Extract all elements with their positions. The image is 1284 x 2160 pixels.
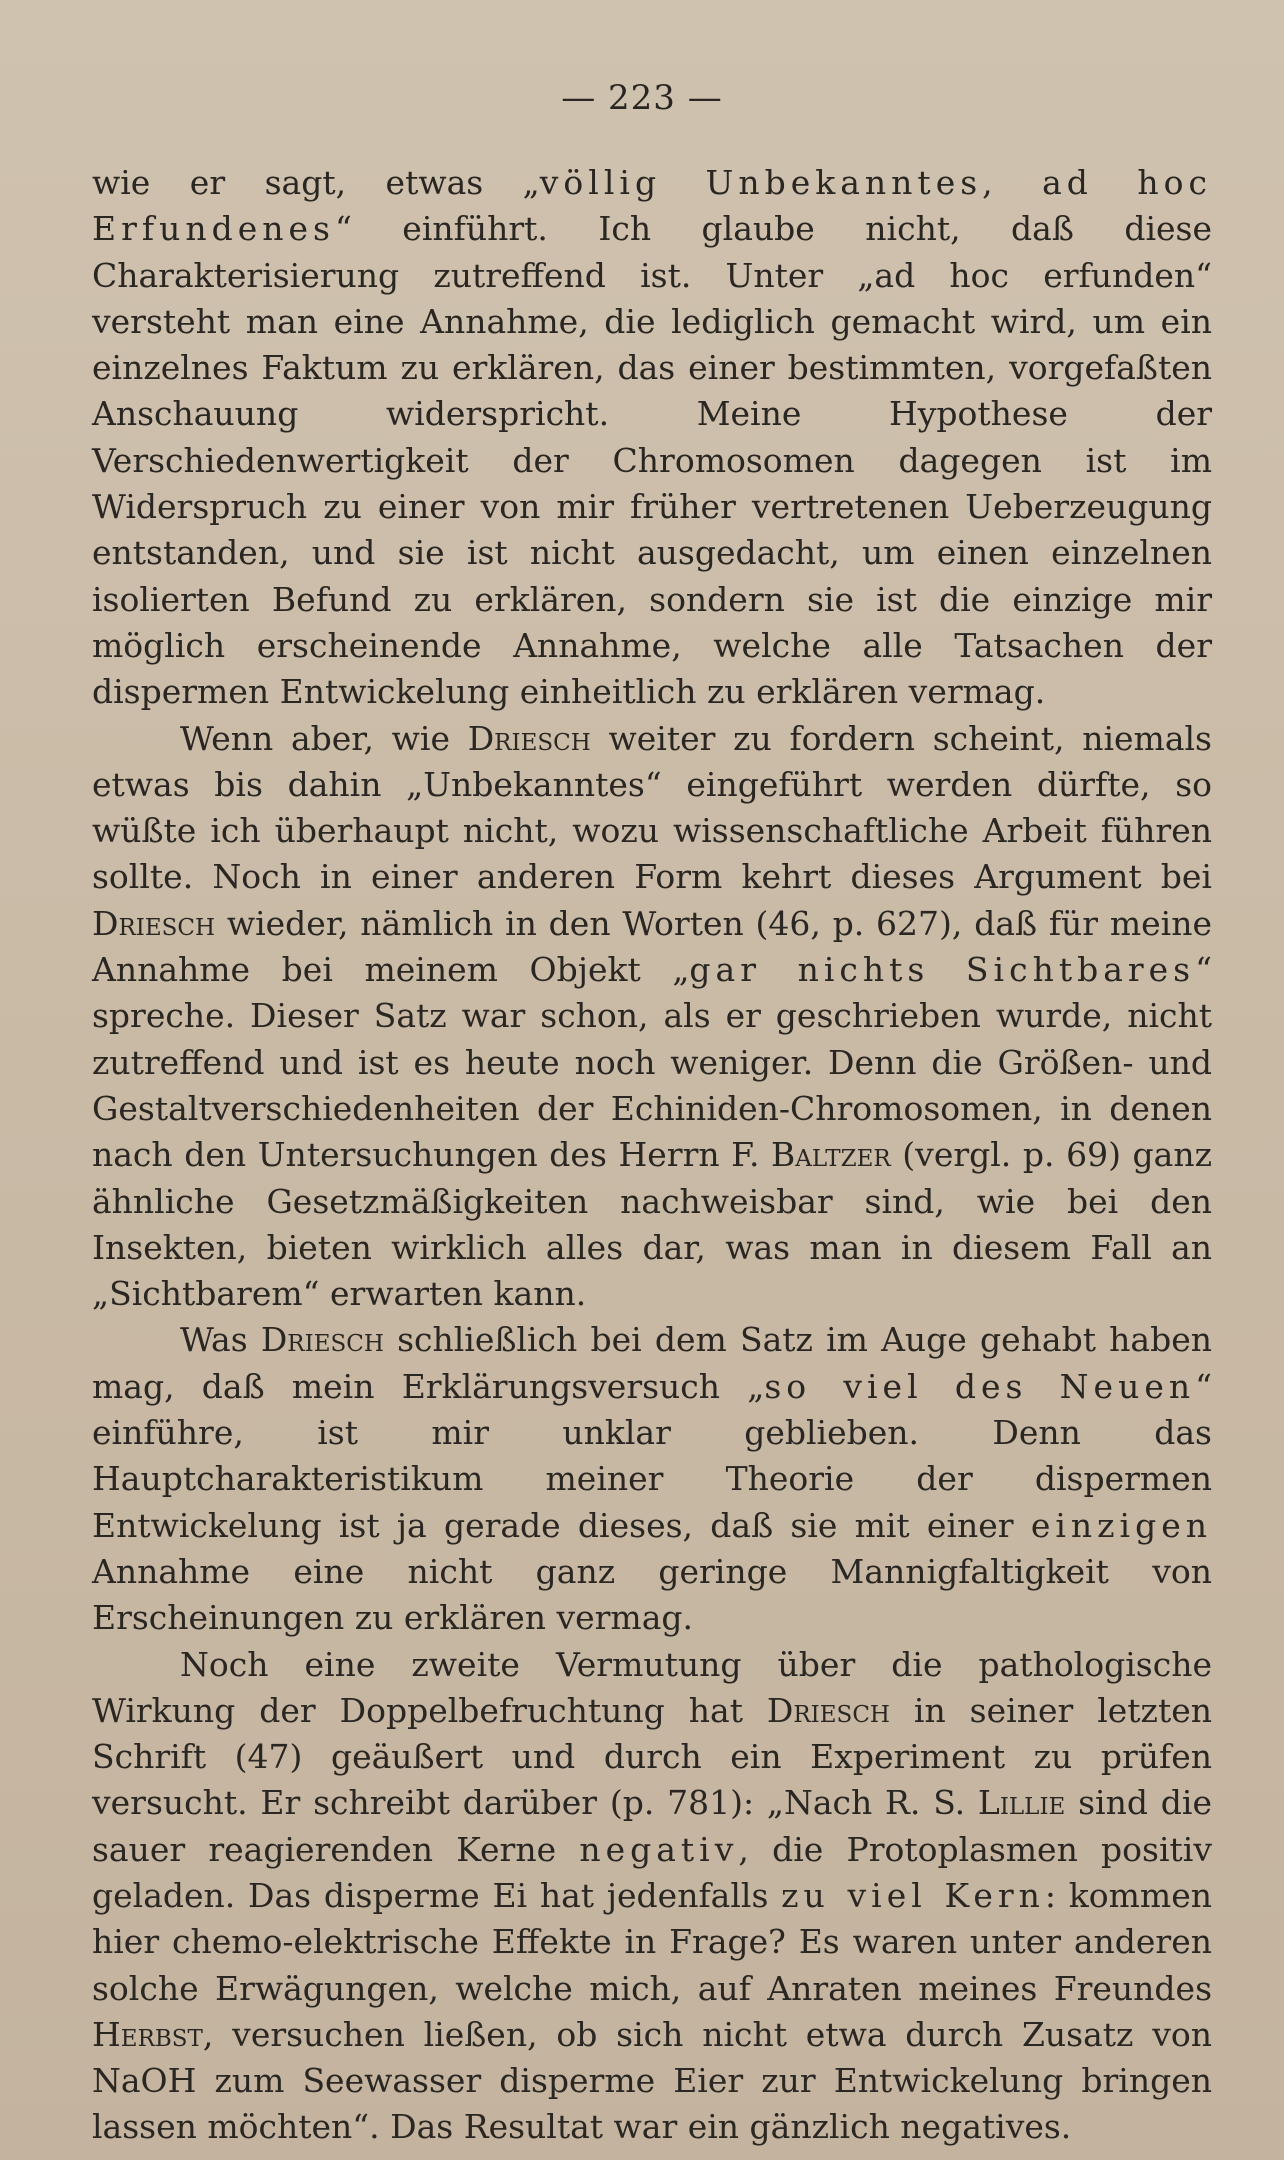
emphasis-text: so viel des Neuen bbox=[764, 1366, 1196, 1406]
author-name: Driesch bbox=[260, 1320, 384, 1360]
emphasis-text: einzigen bbox=[1030, 1505, 1212, 1545]
author-name: Driesch bbox=[92, 903, 216, 943]
paragraph bbox=[92, 1642, 1212, 2151]
emphasis-text: negativ bbox=[579, 1829, 739, 1869]
author-name: Driesch bbox=[467, 718, 591, 758]
text-run: Noch eine zweite Vermutung über die pathologische Wirkung der Doppelbefruchtung hat bbox=[92, 1644, 1212, 1730]
author-name: Lillie bbox=[977, 1783, 1066, 1823]
text-run: Wenn aber, wie bbox=[180, 718, 468, 758]
text-run: (vergl. p. 69) ganz ähnliche Gesetzmäßigkeiten nachweisbar sind, wie bei den Insekten, bieten wirklich alles dar, was man in diesem Fall an „Sichtbarem“ erwarten kann. bbox=[92, 1135, 1212, 1314]
author-name: Driesch bbox=[766, 1690, 890, 1730]
text-run: sind die sauer reagierenden Kerne bbox=[92, 1783, 1212, 1869]
emphasis-text: völlig Unbekanntes, ad hoc Erfundenes bbox=[92, 163, 1212, 249]
emphasis-text: zu viel Kern bbox=[781, 1875, 1045, 1915]
text-run: wie er sagt, etwas „ bbox=[92, 163, 540, 202]
paragraph bbox=[92, 716, 1212, 1318]
text-run: , versuchen ließen, ob sich nicht etwa durch Zusatz von NaOH zum Seewasser disperme Eier zur Entwickelung bringen lassen möchten“. Das Resultat war ein gänzlich negatives. bbox=[92, 2014, 1212, 2147]
text-run: “ spreche. Dieser Satz war schon, als er geschrieben wurde, nicht zutreffend und ist es heute noch weniger. Denn die Größen- und Gestaltverschiedenheiten der Echiniden-Chromosomen, in denen nach den Untersuchungen des Herrn F. bbox=[92, 950, 1212, 1175]
author-name: Baltzer bbox=[771, 1135, 891, 1175]
page-body-text bbox=[92, 160, 1212, 2151]
text-run: : kommen hier chemo-elektrische Effekte in Frage? Es waren unter anderen solche Erwägungen, welche mich, auf Anraten meines Freundes bbox=[92, 1875, 1212, 2008]
paragraph bbox=[92, 160, 1212, 716]
paragraph bbox=[92, 1317, 1212, 1641]
emphasis-text: gar nichts Sichtbares bbox=[689, 950, 1196, 990]
text-run: , die Protoplasmen positiv geladen. Das disperme Ei hat jedenfalls bbox=[92, 1829, 1212, 1915]
text-run: wieder, nämlich in den Worten (46, p. 627), daß für meine Annahme bei meinem Objekt „ bbox=[92, 903, 1212, 990]
text-run: in seiner letzten Schrift (47) geäußert und durch ein Experiment zu prüfen versucht. Er schreibt darüber (p. 781): „Nach R. S. bbox=[92, 1690, 1212, 1823]
text-run: weiter zu fordern scheint, niemals etwas bis dahin „Unbekanntes“ eingeführt werden dürfte, so wüßte ich überhaupt nicht, wozu wissenschaftliche Arbeit führen sollte. Noch in einer anderen Form kehrt dieses Argument bei bbox=[92, 718, 1212, 897]
text-run: Annahme eine nicht ganz geringe Mannigfaltigkeit von Erscheinungen zu erklären vermag. bbox=[92, 1551, 1212, 1638]
text-run: Was bbox=[180, 1320, 261, 1360]
page-number: — 223 — bbox=[561, 78, 723, 118]
text-run: “ einführe, ist mir unklar geblieben. Denn das Hauptcharakteristikum meiner Theorie der dispermen Entwickelung ist ja gerade dieses, daß sie mit einer bbox=[92, 1366, 1212, 1545]
text-run: schließlich bei dem Satz im Auge gehabt haben mag, daß mein Erklärungsversuch „ bbox=[92, 1320, 1212, 1406]
author-name: Herbst bbox=[92, 2014, 203, 2054]
text-run: “ einführt. Ich glaube nicht, daß diese Charakterisierung zutreffend ist. Unter „ad hoc erfunden“ versteht man eine Annahme, die lediglich gemacht wird, um ein einzelnes Faktum zu erklären, das einer bestimmten, vorgefaßten Anschauung widerspricht. Meine Hypothese der Verschiedenwertigkeit der Chromosomen dagegen ist im Widerspruch zu einer von mir früher vertretenen Ueberzeugung entstanden, und sie ist nicht ausgedacht, um einen einzelnen isolierten Befund zu erklären, sondern sie ist die einzige mir möglich erscheinende Annahme, welche alle Tatsachen der dispermen Entwickelung einheitlich zu erklären vermag. bbox=[92, 209, 1212, 712]
